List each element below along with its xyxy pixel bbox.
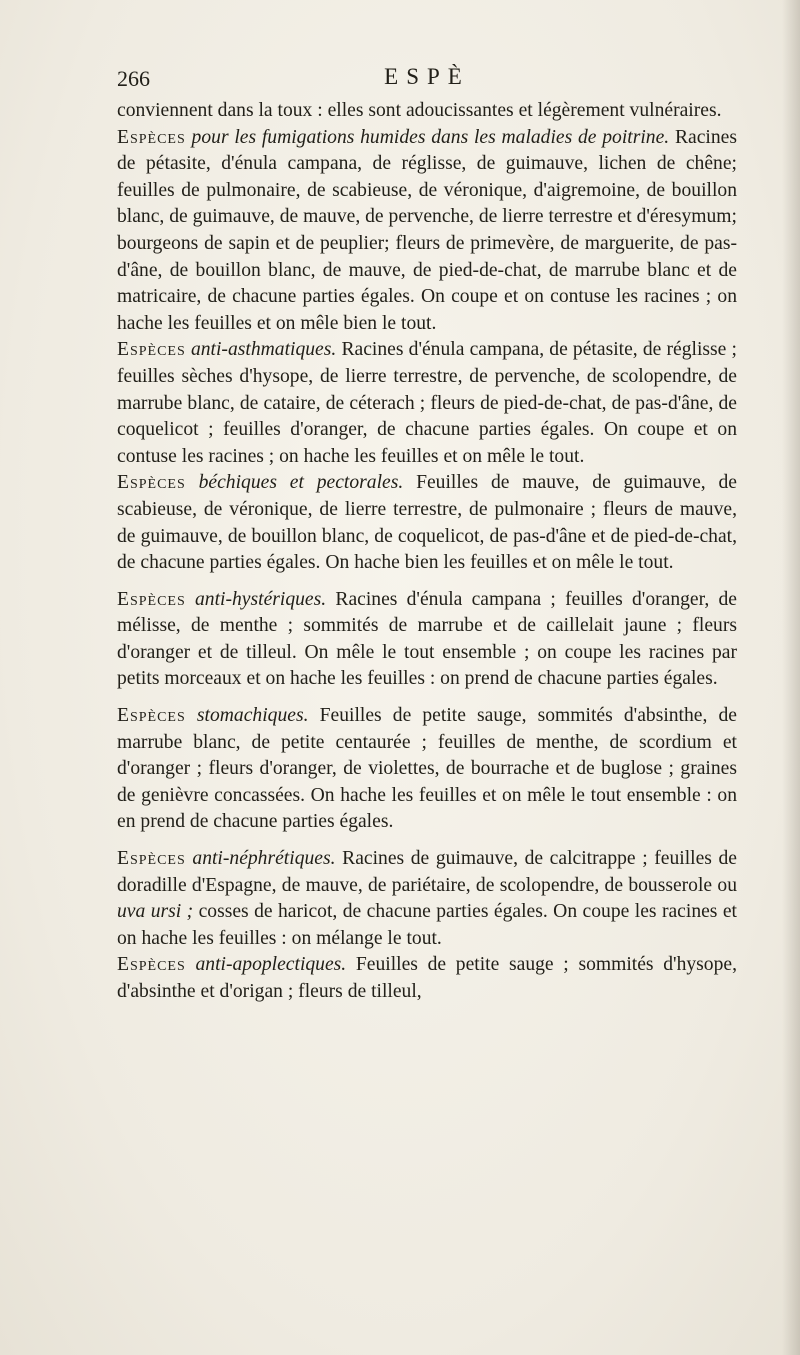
page-gutter-shadow bbox=[782, 0, 800, 1355]
paragraph-anti-apoplectiques bbox=[117, 952, 737, 1005]
entry-lead: Espèces bbox=[117, 954, 186, 976]
entry-lead: Espèces bbox=[117, 588, 186, 610]
paragraph-body: Feuilles de petite sauge ; sommités d'hysope, d'absinthe et d'origan ; fleurs de tilleul, bbox=[117, 954, 737, 1002]
entry-lead: Espèces bbox=[117, 339, 186, 361]
entry-lead: Espèces bbox=[117, 126, 186, 148]
paragraph-body: Feuilles de mauve, de guimauve, de scabieuse, de véronique, de lierre terrestre, de pulmonaire ; fleurs de mauve, de guimauve, de bouillon blanc, de coquelicot, de pas-d'âne et de pied-de-chat, de chacune parties égales. On hache bien les feuilles et on mêle le tout. bbox=[117, 472, 737, 574]
paragraph-body: Racines de pétasite, d'énula campana, de réglisse, de guimauve, lichen de chêne; feuilles de pulmonaire, de scabieuse, de véronique, d'aigremoine, de bouillon blanc, de guimauve, de mauve, de pervenche, de lierre terrestre et d'éresymum; bourgeons de sapin et de peuplier; fleurs de primevère, de marguerite, de pas-d'âne, de bouillon blanc, de mauve, de pied-de-chat, de marrube blanc et de matricaire, de chacune parties égales. On coupe et on contuse les racines ; on hache les feuilles et on mêle bien le tout. bbox=[117, 126, 737, 334]
entry-lead: Espèces bbox=[117, 472, 186, 494]
entry-lead: Espèces bbox=[117, 705, 186, 727]
text-column bbox=[117, 62, 737, 1006]
paragraph-fumigations bbox=[117, 125, 737, 338]
paragraph-anti-nephretiques bbox=[117, 846, 737, 952]
running-head: ESPÈ bbox=[384, 64, 470, 89]
entry-title: anti-hystériques. bbox=[195, 588, 327, 610]
entry-title: anti-néphrétiques. bbox=[192, 848, 336, 870]
paragraph-body: Feuilles de petite sauge, sommités d'absinthe, de marrube blanc, de petite centaurée ; feuilles de menthe, de scordium et d'oranger ; fleurs d'oranger, de violettes, de bourrache et de buglose ; graines de genièvre concassées. On hache les feuilles et on mêle le tout ensemble : on en prend de chacune parties égales. bbox=[117, 705, 737, 833]
entry-title: pour les fumigations humides dans les maladies de poitrine. bbox=[191, 126, 670, 148]
paragraph-anti-hysteriques bbox=[117, 587, 737, 693]
entry-title: stomachiques. bbox=[196, 705, 309, 727]
paragraph-body: conviennent dans la toux : elles sont adoucissantes et légèrement vulnéraires. bbox=[117, 100, 722, 121]
paragraph-body: Racines d'énula campana ; feuilles d'oranger, de mélisse, de menthe ; sommités de marrube et de caillelait jaune ; fleurs d'oranger et de tilleul. On mêle le tout ensemble ; on coupe les racines par petits morceaux et on hache les feuilles : on prend de chacune parties égales. bbox=[117, 588, 737, 690]
page-number: 266 bbox=[117, 66, 150, 91]
paragraph-body-before: Racines de guimauve, de calcitrappe ; feuilles de doradille d'Espagne, de mauve, de pariétaire, de scolopendre, de bousserole ou bbox=[117, 848, 738, 896]
entry-title: anti-apoplectiques. bbox=[195, 954, 347, 976]
paragraph-stomachiques bbox=[117, 703, 737, 836]
paragraph-body-italic: uva ursi ; bbox=[117, 901, 194, 923]
paragraph-bechiques bbox=[117, 470, 737, 576]
entry-title: béchiques et pectorales. bbox=[198, 472, 404, 494]
entry-title: anti-asthmatiques. bbox=[190, 339, 337, 361]
entry-lead: Espèces bbox=[117, 848, 186, 870]
paragraph-anti-asthmatiques bbox=[117, 337, 737, 470]
page-header bbox=[117, 62, 737, 96]
paragraph-body-after: cosses de haricot, de chacune parties égales. On coupe les racines et on hache les feuilles : on mélange le tout. bbox=[117, 901, 738, 949]
paragraph-body: Racines d'énula campana, de pétasite, de réglisse ; feuilles sèches d'hysope, de lierre terrestre, de pervenche, de scolopendre, de marrube blanc, de cataire, de céterach ; fleurs de pied-de-chat, de pas-d'âne, de coquelicot ; feuilles d'oranger, de chacune parties égales. On coupe et on contuse les racines ; on hache les feuilles et on mêle le tout. bbox=[117, 339, 737, 467]
paragraph-continuation bbox=[117, 98, 737, 125]
